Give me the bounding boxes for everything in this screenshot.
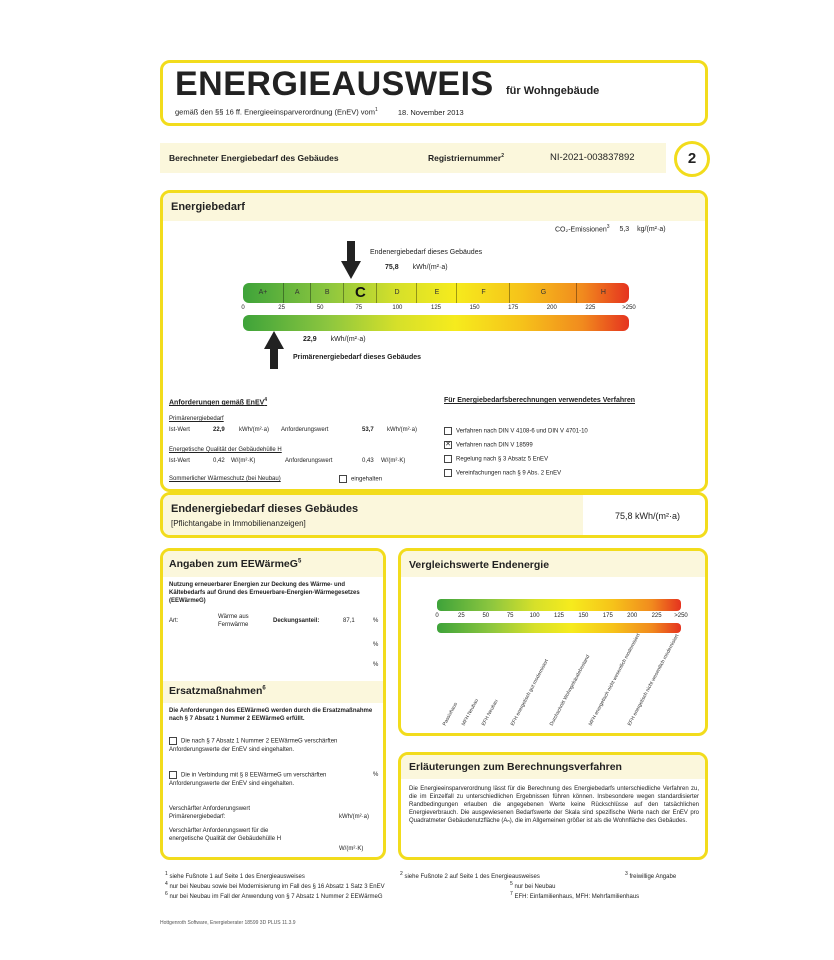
scale-tick: 75 [355,305,363,311]
header-box [160,60,708,126]
scale-tick: 175 [508,305,519,311]
explanation-section [398,752,708,860]
primary-energy-arrow [264,331,284,369]
energy-scale-ticks [241,305,636,315]
primary-energy-label: Primärenergiebedarf dieses Gebäudes [293,354,421,361]
compare-tick: 25 [458,613,465,619]
summer-protection-row: Sommerlicher Wärmeschutz (bei Neubau) eingehalten [169,476,383,483]
eewaerme-share-value: 87,1 [343,618,355,624]
primary-energy-value-line: 22,9 kWh/(m²·a) [303,336,366,343]
compare-tick: >250 [674,613,688,619]
demand-section-title: Energiebedarf [171,201,245,213]
energy-class-e: E [416,283,457,303]
eewaerme-pct: % [373,642,379,648]
procedure-checkbox[interactable] [444,455,452,463]
compare-tick: 225 [651,613,662,619]
requirements-quality-heading: Energetische Qualität der Gebäudehülle H [169,447,282,453]
compare-label: EFH energetisch nicht wesentlich modernisiert [626,633,681,727]
compare-tick: 175 [602,613,613,619]
scale-tick: 0 [241,305,245,311]
software-credit: Hottgenroth Software, Energieberater 18599 3D PLUS 11.3.9 [160,920,296,926]
primary-energy-bar [243,315,629,331]
scale-tick: 200 [546,305,557,311]
procedure-title: Für Energiebedarfsberechnungen verwendetes Verfahren [444,397,636,404]
eewaerme-art-label: Art: [169,618,179,624]
procedure-checkbox[interactable] [444,427,452,435]
ersatz-checkbox[interactable] [169,737,177,745]
ersatz-req-shell-unit: W/(m²·K) [339,846,364,852]
requirements-quality-row: Ist-Wert 0,42 W/(m²·K) Anforderungswert 0,43 W/(m²·K) [169,458,406,464]
energy-class-g: G [509,283,577,303]
eewaerme-section [160,548,386,860]
co2-emissions: CO₂-Emissionen$^3$ 5,3 kg/(m²·a) [555,224,666,234]
procedure-option: Vereinfachungen nach § 9 Abs. 2 EnEV [444,469,561,478]
end-summary-value: 75,8 kWh/(m²·a) [615,511,681,521]
compare-tick: 50 [482,613,490,619]
registry-number-label: Registriernummer$^2$ [428,153,504,163]
compare-label: EFH Neubau [480,698,500,727]
compare-label: Passivhaus [441,701,459,727]
scale-tick: 100 [392,305,403,311]
procedure-option: Regelung nach § 3 Absatz 5 EnEV [444,455,548,464]
ersatz-req-shell: Verschärfter Anforderungswert für die energetische Qualität der Gebäudehülle H [169,828,282,842]
ersatz-option-1: Die nach § 7 Absatz 1 Nummer 2 EEWärmeG verschärften Anforderungswerte der EnEV sind eingehalten. [169,738,338,753]
compare-label: EFH energetisch gut modernisiert [509,658,551,727]
eewaerme-share-label: Deckungsanteil: [273,618,320,624]
ersatz-checkbox[interactable] [169,771,177,779]
end-summary-title: Endenergiebedarf dieses Gebäudes [171,503,359,515]
footnote-1: $^1$ siehe Fußnote 1 auf Seite 1 des Energieausweises [165,871,305,880]
energy-class-h: H [576,283,629,303]
page-number-badge: 2 [674,141,710,177]
end-summary-note: [Pflichtangabe in Immobilienanzeigen] [171,519,306,528]
requirements-title: Anforderungen gemäß EnEV$^4$ [169,397,268,407]
procedure-option: ✕ Verfahren nach DIN V 18599 [445,441,533,449]
end-energy-arrow [341,241,361,279]
eewaerme-description: Nutzung erneuerbarer Energien zur Deckung des Wärme- und Kältebedarfs auf Grund des Erneuerbare-Energien-Wärmegesetzes (EEWärmeG) [169,582,360,604]
end-energy-summary [160,492,708,538]
footnote-3: $^3$ freiwillige Angabe [625,871,677,880]
ersatz-pct: % [373,772,379,778]
compare-tick: 125 [553,613,565,619]
procedure-checkbox[interactable]: ✕ [445,441,451,448]
ersatz-description: Die Anforderungen des EEWärmeG werden durch die Ersatzmaßnahme nach § 7 Absatz 1 Nummer 2 EEWärmeG erfüllt. [169,708,373,722]
eewaerme-art-value: Wärme aus Fernwärme [218,614,249,628]
energy-class-a: A [283,283,311,303]
end-energy-value-line: 75,8 kWh/(m²·a) [385,264,448,271]
footnote-5: $^5$ nur bei Neubau [510,881,556,890]
energy-class-d: D [376,283,417,303]
procedure-option: Verfahren nach DIN V 4108-6 und DIN V 4701-10 [444,427,588,436]
registry-label: Berechneter Energiebedarf des Gebäudes [169,153,339,163]
explanation-text: Die Energieeinsparverordnung lässt für die Berechnung des Energiebedarfs unterschiedliche Verfahren zu, die im Einzelfall zu unterschiedlichen Ergebnissen führen können. Insbesondere wegen standardisierter Randbedingungen erlauben die angegebenen Werte keine Rückschlüsse auf den tatsächlichen Energieverbrauch. Die ausgewiesenen Bedarfswerte der Skala sind spezifische Werte nach der EnEV pro Quadratmeter Gebäudenutzfläche (Aₙ), die im Allgemeinen größer ist als die Wohnfläche des Gebäudes. [409,786,699,824]
energy-class-c: C [343,283,377,303]
energy-class-f: F [456,283,510,303]
eewaerme-title: Angaben zum EEWärmeG$^5$ [169,558,302,570]
compare-section [398,548,708,736]
energy-class-a-plus: A+ [258,289,268,296]
scale-tick: 150 [469,305,480,311]
compare-label: Durchschnitt Wohngebäudebestand [548,654,592,727]
registry-row [160,143,666,173]
compare-labels [437,632,681,731]
footnote-4: $^4$ nur bei Neubau sowie bei Modernisierung im Fall des § 16 Absatz 1 Satz 3 EnEV [165,881,385,890]
footnote-7: $^7$ EFH: Einfamilienhaus, MFH: Mehrfamilienhaus [510,891,640,900]
demand-section [160,190,708,492]
requirements-primary-row: Ist-Wert 22,9 kWh/(m²·a) Anforderungswert 53,7 kWh/(m²·a) [169,427,417,433]
scale-tick: 125 [430,305,442,311]
compare-class-bar-bottom [437,623,681,633]
compare-tick: 200 [627,613,638,619]
end-energy-label: Endenergiebedarf dieses Gebäudes [370,249,483,256]
compare-scale-ticks [435,613,688,623]
footnote-6: $^6$ nur bei Neubau im Fall der Anwendung von § 7 Absatz 1 Nummer 2 EEWärmeG [165,891,383,900]
compare-tick: 0 [435,613,439,619]
compare-tick: 100 [529,613,540,619]
ersatz-title: Ersatzmaßnahmen$^6$ [169,685,266,697]
compare-title: Vergleichswerte Endenergie [409,559,550,571]
ersatz-req-primary: Verschärfter Anforderungswert Primärenergiebedarf: [169,806,251,820]
eewaerme-pct: % [373,662,379,668]
page-title: ENERGIEAUSWEIS [175,65,494,103]
explanation-title: Erläuterungen zum Berechnungsverfahren [409,761,622,773]
compare-tick: 75 [506,613,514,619]
page-subtitle: für Wohngebäude [506,85,600,97]
ersatz-req-primary-unit: kWh/(m²·a) [339,814,369,820]
scale-tick: 225 [585,305,596,311]
scale-tick: 25 [278,305,285,311]
eewaerme-pct: % [373,618,379,624]
regulation-text: gemäß den §§ 16 ff. Energieeinsparverordnung (EnEV) vom$^1$ 18. November 2013 [175,107,464,117]
compare-class-bar [437,599,681,611]
compare-label: MFH Neubau [460,697,481,727]
procedure-checkbox[interactable] [444,469,452,477]
compare-tick: 150 [578,613,589,619]
summer-protection-checkbox[interactable] [339,475,347,483]
energy-class-bar [243,283,629,303]
scale-tick: 50 [316,305,324,311]
footnote-2: $^2$ siehe Fußnote 2 auf Seite 1 des Energieausweises [400,871,540,880]
energy-class-b: B [310,283,344,303]
compare-label: MFH energetisch nicht wesentlich modernisiert [587,632,642,727]
ersatz-option-2: Die in Verbindung mit § 8 EEWärmeG um verschärften Anforderungswerte der EnEV sind eingehalten. [169,772,327,787]
requirements-primary-heading: Primärenergiebedarf [169,416,224,422]
registry-number: NI-2021-003837892 [550,152,635,163]
scale-tick: >250 [622,305,636,311]
